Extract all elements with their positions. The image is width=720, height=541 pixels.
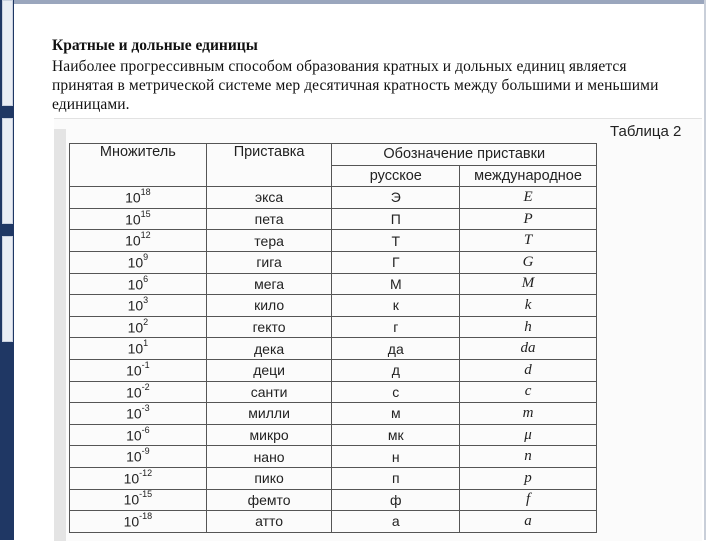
prefix-cell: пета (206, 208, 332, 230)
table-row (70, 230, 597, 252)
table-row (70, 316, 597, 338)
multiplier-cell (70, 424, 207, 446)
multiplier-cell (70, 489, 207, 511)
international-symbol-cell: m (460, 403, 597, 425)
multiplier-cell (70, 467, 207, 489)
slide-heading: Кратные и дольные единицы (52, 37, 258, 54)
multiplier-exponent: 1 (143, 338, 149, 349)
scan-edge-shadow (54, 129, 66, 541)
prefix-cell: санти (206, 381, 332, 403)
multiplier-base: 10 (127, 276, 144, 293)
multiplier-cell (70, 511, 207, 533)
table-row (70, 251, 597, 273)
multiplier-base: 10 (126, 384, 142, 401)
international-symbol-cell: M (460, 273, 597, 295)
table-caption: Таблица 2 (610, 123, 682, 140)
multiplier-cell (70, 187, 207, 209)
international-symbol-cell: T (460, 230, 597, 252)
left-bar-block (2, 0, 13, 106)
international-symbol-cell: a (460, 511, 597, 533)
table-row (70, 338, 597, 360)
table-row (70, 359, 597, 381)
multiplier-base: 10 (123, 492, 140, 509)
international-symbol-cell: P (460, 208, 597, 230)
russian-symbol-cell: да (332, 338, 460, 360)
russian-symbol-cell: г (332, 316, 460, 338)
scanned-table-image (54, 118, 702, 541)
table-row (70, 187, 597, 209)
prefix-cell: кило (206, 295, 332, 317)
prefix-cell: гекто (206, 316, 332, 338)
russian-symbol-cell: ф (332, 489, 460, 511)
multiplier-exponent: 9 (143, 251, 149, 262)
russian-symbol-cell: Т (332, 230, 460, 252)
prefix-cell: дека (206, 338, 332, 360)
prefix-cell: атто (206, 511, 332, 533)
table-row (70, 446, 597, 468)
multiplier-base: 10 (127, 340, 144, 357)
international-symbol-cell: k (460, 295, 597, 317)
multiplier-exponent: -6 (141, 424, 150, 435)
table-row (70, 467, 597, 489)
multiplier-exponent: 3 (143, 295, 149, 306)
left-bar-block (2, 236, 13, 342)
slide-text (52, 36, 672, 114)
russian-symbol-cell: а (332, 511, 460, 533)
multiplier-base: 10 (127, 319, 144, 336)
international-symbol-cell: G (460, 251, 597, 273)
prefix-cell: пико (206, 467, 332, 489)
multiplier-base: 10 (123, 513, 140, 530)
multiplier-cell (70, 230, 207, 252)
prefix-cell: нано (206, 446, 332, 468)
header-prefix: Приставка (206, 144, 332, 187)
multiplier-exponent: -18 (139, 511, 153, 522)
multiplier-exponent: 15 (140, 208, 151, 219)
russian-symbol-cell: Э (332, 187, 460, 209)
international-symbol-cell: p (460, 467, 597, 489)
russian-symbol-cell: П (332, 208, 460, 230)
multiplier-exponent: -12 (139, 467, 153, 478)
international-symbol-cell: c (460, 381, 597, 403)
prefix-table (69, 143, 597, 533)
multiplier-exponent: 6 (143, 273, 149, 284)
slide-paragraph: Наиболее прогрессивным способом образования кратных и дольных единиц является принятая в метрической системе мер десятичная кратность между большими и меньшими единицами. (52, 58, 659, 113)
prefix-cell: фемто (206, 489, 332, 511)
multiplier-exponent: -15 (139, 489, 153, 500)
table-row (70, 489, 597, 511)
multiplier-cell (70, 381, 207, 403)
prefix-cell: деци (206, 359, 332, 381)
prefix-cell: экса (206, 187, 332, 209)
multiplier-cell (70, 316, 207, 338)
prefix-cell: милли (206, 403, 332, 425)
russian-symbol-cell: н (332, 446, 460, 468)
international-symbol-cell: f (460, 489, 597, 511)
multiplier-cell (70, 359, 207, 381)
header-multiplier: Множитель (70, 144, 207, 187)
table-row (70, 424, 597, 446)
multiplier-base: 10 (125, 211, 141, 228)
russian-symbol-cell: М (332, 273, 460, 295)
multiplier-cell (70, 338, 207, 360)
multiplier-cell (70, 403, 207, 425)
russian-symbol-cell: мк (332, 424, 460, 446)
left-bar-block (2, 118, 13, 224)
prefix-cell: мега (206, 273, 332, 295)
table-row (70, 381, 597, 403)
multiplier-exponent: 12 (140, 230, 151, 241)
multiplier-cell (70, 208, 207, 230)
multiplier-exponent: -2 (141, 381, 150, 392)
multiplier-cell (70, 446, 207, 468)
multiplier-cell (70, 295, 207, 317)
header-international: международное (460, 165, 597, 187)
russian-symbol-cell: с (332, 381, 460, 403)
international-symbol-cell: n (460, 446, 597, 468)
multiplier-base: 10 (123, 470, 140, 487)
slide-right-border (704, 0, 720, 540)
multiplier-exponent: 18 (140, 187, 151, 198)
header-designation: Обозначение приставки (332, 144, 597, 166)
table-row (70, 208, 597, 230)
russian-symbol-cell: д (332, 359, 460, 381)
multiplier-base: 10 (125, 233, 141, 249)
multiplier-base: 10 (126, 405, 142, 422)
multiplier-exponent: -3 (141, 403, 150, 414)
russian-symbol-cell: к (332, 295, 460, 317)
international-symbol-cell: d (460, 359, 597, 381)
russian-symbol-cell: п (332, 467, 460, 489)
prefix-cell: микро (206, 424, 332, 446)
multiplier-exponent: -1 (141, 359, 150, 370)
multiplier-base: 10 (126, 448, 142, 465)
international-symbol-cell: h (460, 316, 597, 338)
slide-top-border (14, 0, 704, 4)
russian-symbol-cell: Г (332, 251, 460, 273)
multiplier-cell (70, 251, 207, 273)
multiplier-base: 10 (125, 189, 141, 206)
table-row (70, 511, 597, 533)
table-row (70, 295, 597, 317)
multiplier-base: 10 (127, 297, 144, 314)
multiplier-exponent: -9 (141, 446, 150, 457)
international-symbol-cell: da (460, 338, 597, 360)
table-row (70, 273, 597, 295)
prefix-cell: тера (206, 230, 332, 252)
table-row (70, 403, 597, 425)
slide-right-line (704, 0, 706, 540)
multiplier-exponent: 2 (143, 316, 149, 327)
prefix-cell: гига (206, 251, 332, 273)
header-russian: русское (332, 165, 460, 187)
international-symbol-cell: E (460, 187, 597, 209)
multiplier-cell (70, 273, 207, 295)
international-symbol-cell: μ (460, 424, 597, 446)
multiplier-base: 10 (127, 254, 144, 271)
multiplier-base: 10 (126, 427, 142, 444)
russian-symbol-cell: м (332, 403, 460, 425)
multiplier-base: 10 (126, 362, 142, 379)
